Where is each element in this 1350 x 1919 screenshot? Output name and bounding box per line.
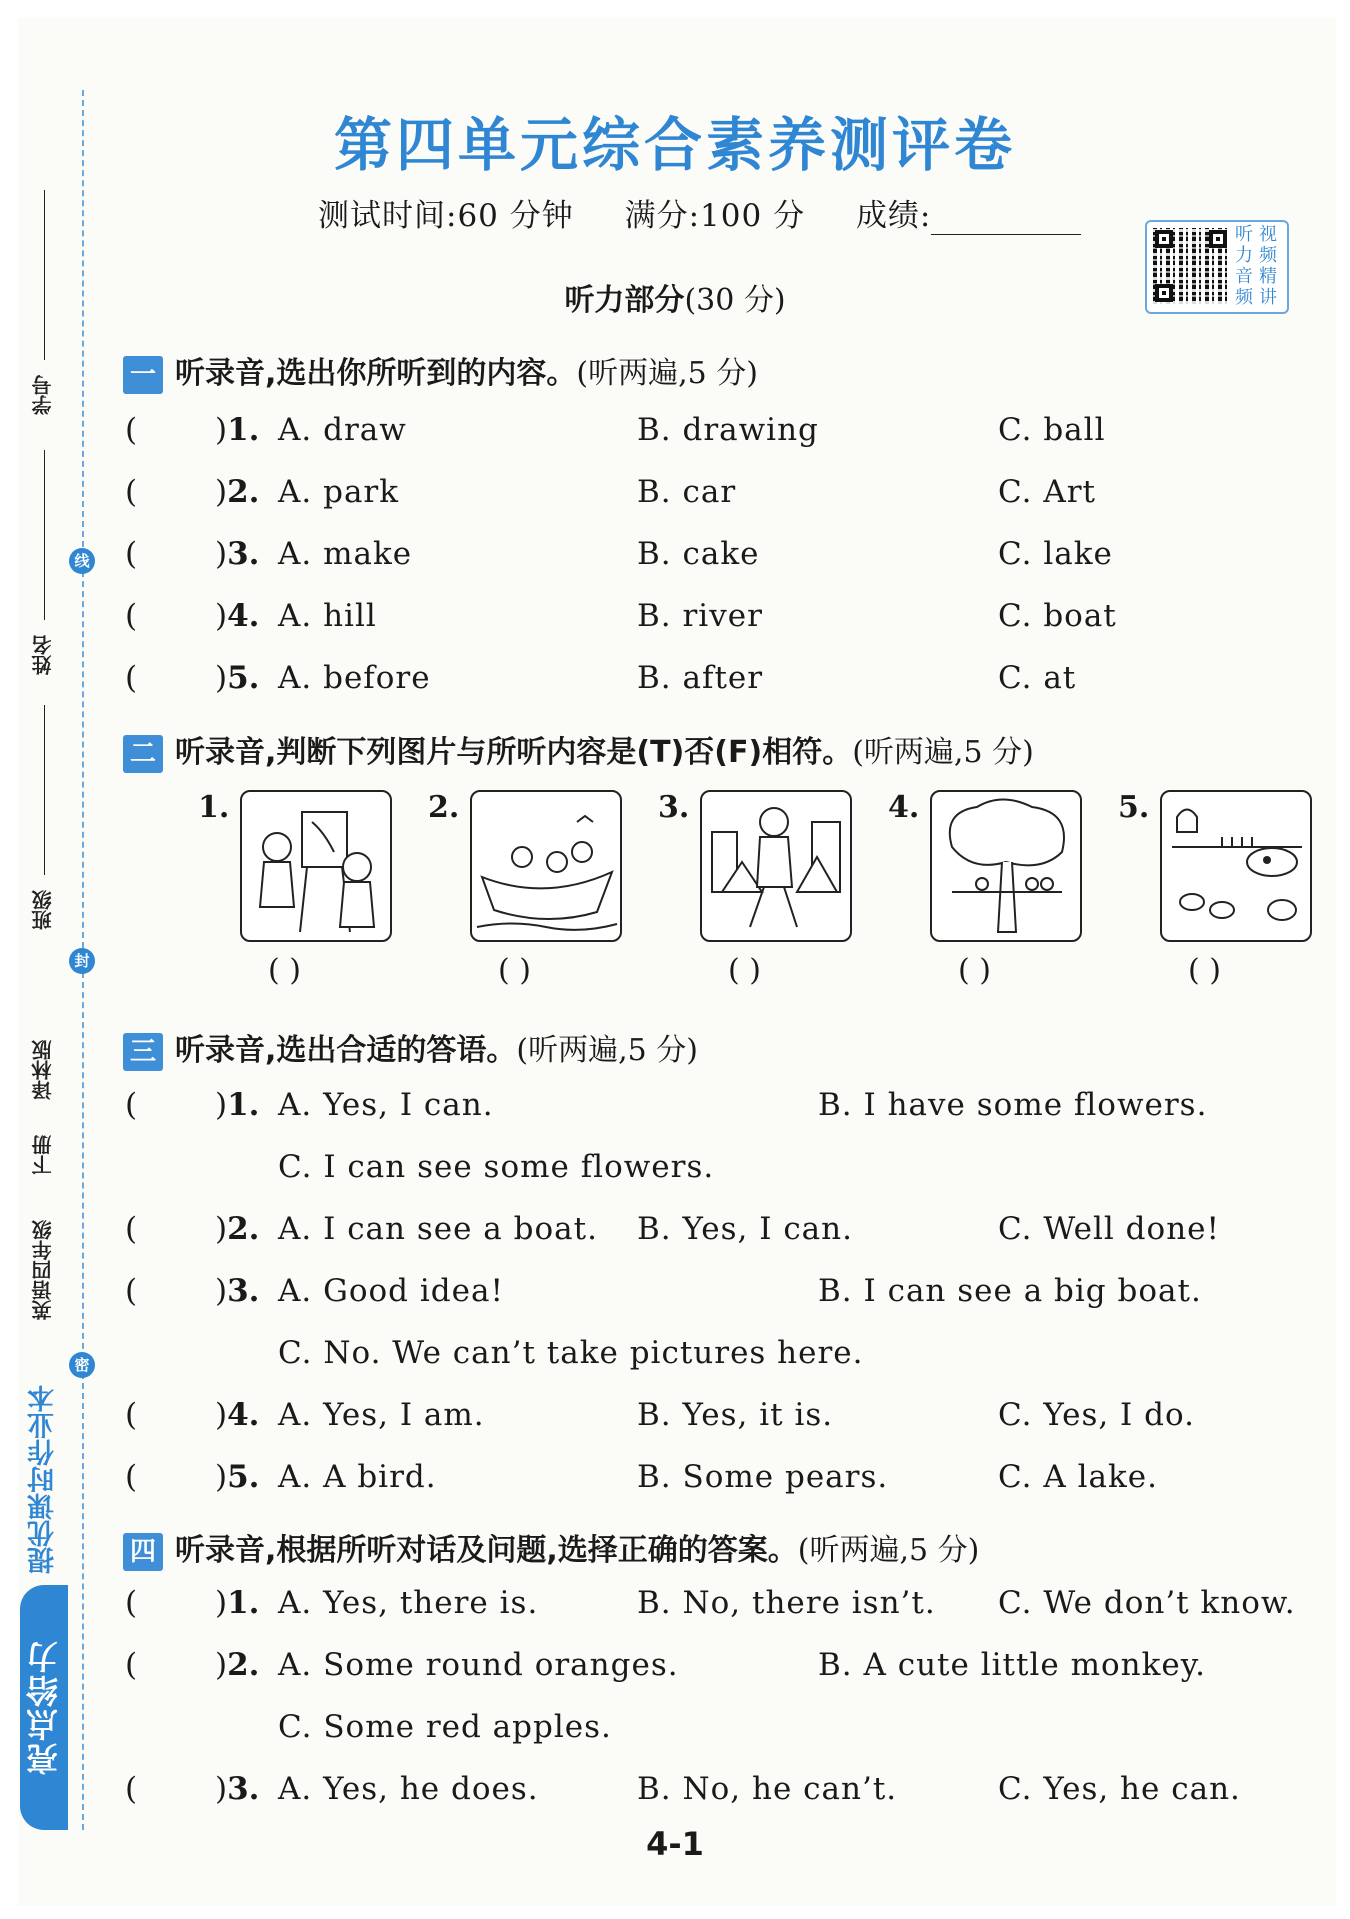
option-a[interactable]: A. I can see a boat. [278, 1211, 598, 1247]
section-2-heading: 二 听录音,判断下列图片与所听内容是(T)否(F)相符。(听两遍,5 分) [123, 727, 1034, 773]
option-b[interactable]: B. car [637, 474, 737, 510]
option-c[interactable]: C. I can see some flowers. [278, 1149, 715, 1185]
answer-blank[interactable]: )5. [215, 1459, 260, 1495]
option-b[interactable]: B. No, he can’t. [637, 1771, 898, 1807]
picture-number: 4. [888, 790, 920, 825]
picture-number: 5. [1118, 790, 1150, 825]
option-b[interactable]: B. river [637, 598, 763, 634]
xuehao-label: 学号 [31, 375, 55, 415]
option-a[interactable]: A. Yes, I can. [278, 1087, 494, 1123]
series-sub-title: 提优课时作业本 [28, 1385, 59, 1575]
answer-blank[interactable]: )1. [215, 1585, 260, 1621]
option-c[interactable]: C. lake [998, 536, 1113, 572]
answer-blank[interactable]: )1. [215, 1087, 260, 1123]
answer-blank[interactable]: )3. [215, 1771, 260, 1807]
picture-skating [700, 790, 852, 942]
section-4-heading: 四 听录音,根据所听对话及问题,选择正确的答案。(听两遍,5 分) [123, 1525, 979, 1571]
score-blank[interactable] [931, 210, 1081, 235]
option-c[interactable]: C. ball [998, 412, 1106, 448]
answer-blank[interactable]: )3. [215, 1273, 260, 1309]
option-c[interactable]: C. A lake. [998, 1459, 1158, 1495]
option-a[interactable]: A. hill [278, 598, 377, 634]
option-b[interactable]: B. cake [637, 536, 760, 572]
option-b[interactable]: B. I have some flowers. [818, 1087, 1208, 1123]
option-a[interactable]: A. Some round oranges. [278, 1647, 679, 1683]
option-a[interactable]: A. Yes, he does. [278, 1771, 539, 1807]
answer-blank[interactable]: )3. [215, 536, 260, 572]
xian-mark: 线 [69, 548, 95, 574]
series-main-title: 亮点给力 [20, 1585, 68, 1830]
option-b[interactable]: B. No, there isn’t. [637, 1585, 936, 1621]
option-a[interactable]: A. Good idea! [278, 1273, 504, 1309]
picture-number: 1. [198, 790, 230, 825]
picture-tree-birds [930, 790, 1082, 942]
option-b[interactable]: B. A cute little monkey. [818, 1647, 1206, 1683]
picture-boat [470, 790, 622, 942]
option-c[interactable]: C. Some red apples. [278, 1709, 612, 1745]
answer-blank[interactable]: )4. [215, 598, 260, 634]
score-label: 成绩: [855, 198, 932, 234]
option-a[interactable]: A. Yes, there is. [278, 1585, 539, 1621]
option-c[interactable]: C. Yes, I do. [998, 1397, 1195, 1433]
option-b[interactable]: B. after [637, 660, 764, 696]
full-score-info: 满分:100 分 [624, 198, 806, 234]
option-c[interactable]: C. We don’t know. [998, 1585, 1296, 1621]
answer-blank[interactable]: )2. [215, 1647, 260, 1683]
option-b[interactable]: B. Yes, I can. [637, 1211, 853, 1247]
option-a[interactable]: A. A bird. [278, 1459, 437, 1495]
option-a[interactable]: A. draw [278, 412, 407, 448]
answer-blank[interactable]: ( ) [958, 953, 991, 988]
option-c[interactable]: C. Well done! [998, 1211, 1220, 1247]
feng-mark: 封 [69, 948, 95, 974]
answer-blank[interactable]: )1. [215, 412, 260, 448]
picture-row [0, 790, 1350, 988]
option-c[interactable]: C. Art [998, 474, 1096, 510]
option-a[interactable]: A. before [278, 660, 431, 696]
option-c[interactable]: C. at [998, 660, 1077, 696]
answer-blank[interactable]: ( ) [1188, 953, 1221, 988]
option-c[interactable]: C. Yes, he can. [998, 1771, 1241, 1807]
option-c[interactable]: C. No. We can’t take pictures here. [278, 1335, 864, 1371]
volume-label: 下册 [31, 1135, 55, 1175]
page-title: 第四单元综合素养测评卷 [333, 111, 1016, 179]
option-a[interactable]: A. park [278, 474, 400, 510]
option-b[interactable]: B. Yes, it is. [637, 1397, 834, 1433]
series-logo [20, 1380, 68, 1830]
qr-caption: 听 视 力 频 音 精 频 讲 [1235, 224, 1277, 308]
time-info: 测试时间:60 分钟 [318, 198, 574, 234]
option-b[interactable]: B. I can see a big boat. [818, 1273, 1202, 1309]
section-1-heading: 一 听录音,选出你所听到的内容。(听两遍,5 分) [123, 348, 758, 394]
xingming-label: 姓名 [31, 635, 55, 675]
picture-number: 2. [428, 790, 460, 825]
option-b[interactable]: B. drawing [637, 412, 819, 448]
option-b[interactable]: B. Some pears. [637, 1459, 889, 1495]
answer-blank[interactable]: ( ) [268, 953, 301, 988]
option-c[interactable]: C. boat [998, 598, 1117, 634]
answer-blank[interactable]: )2. [215, 1211, 260, 1247]
option-a[interactable]: A. make [278, 536, 413, 572]
answer-blank[interactable]: ( ) [728, 953, 761, 988]
picture-farm-animals [1160, 790, 1312, 942]
mi-mark: 密 [69, 1352, 95, 1378]
answer-blank[interactable]: )5. [215, 660, 260, 696]
xingming-line [44, 450, 45, 620]
edition-label: 译林版 [31, 1040, 55, 1100]
page-number: 4-1 [646, 1825, 704, 1863]
exam-info [318, 190, 1121, 235]
part-heading: 听力部分(30 分) [564, 283, 786, 318]
section-3-heading: 三 听录音,选出合适的答语。(听两遍,5 分) [123, 1025, 698, 1071]
answer-blank[interactable]: ( ) [498, 953, 531, 988]
banji-label: 班级 [31, 890, 55, 930]
picture-number: 3. [658, 790, 690, 825]
answer-blank[interactable]: )2. [215, 474, 260, 510]
answer-blank[interactable]: )4. [215, 1397, 260, 1433]
option-a[interactable]: A. Yes, I am. [278, 1397, 485, 1433]
grade-label: 英语四年级 [31, 1220, 55, 1320]
picture-drawing-kids [240, 790, 392, 942]
